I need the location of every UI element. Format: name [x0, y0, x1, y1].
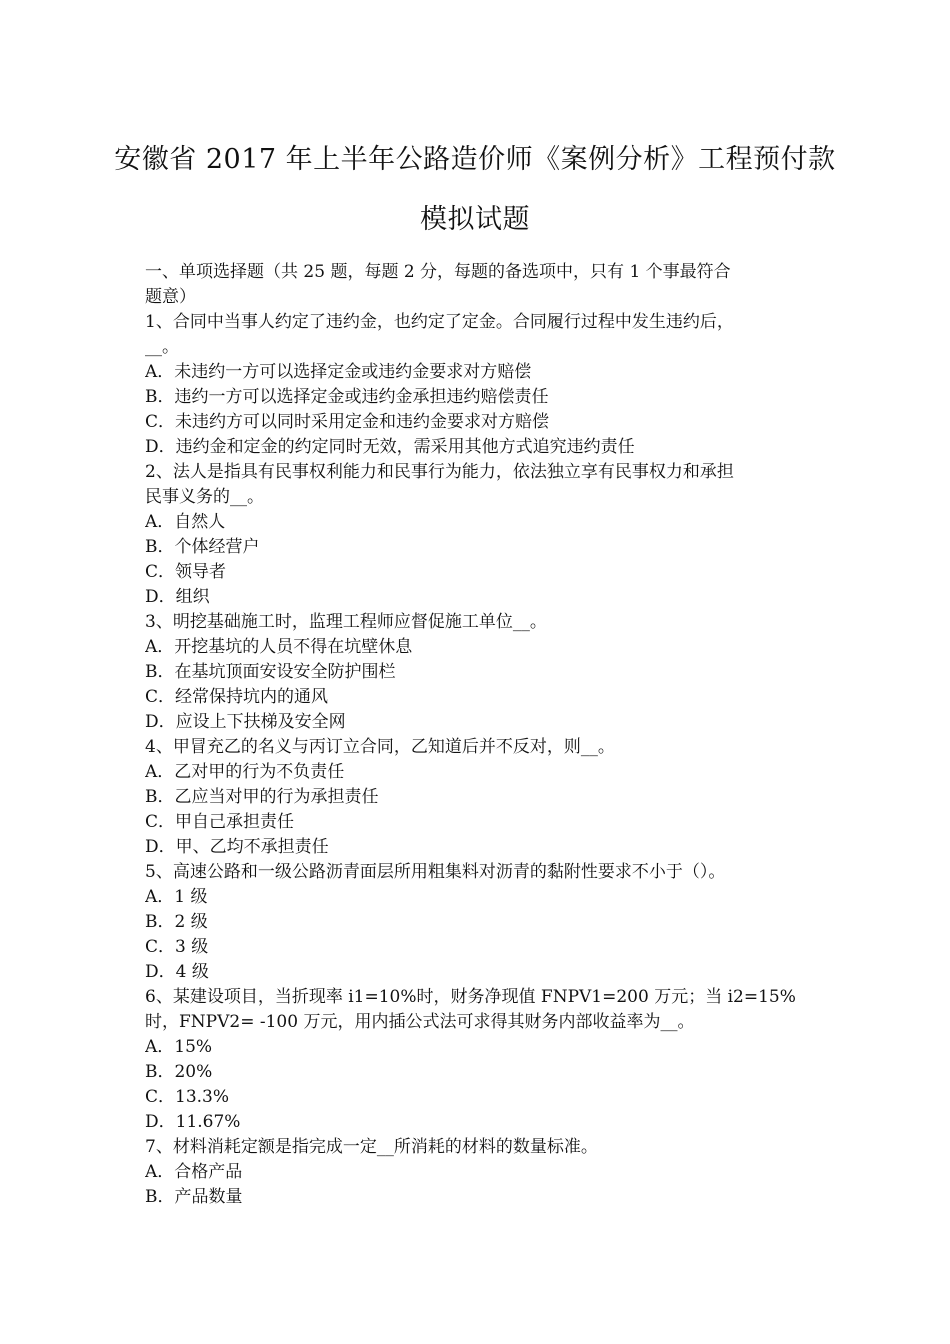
answer-option: A．乙对甲的行为不负责任	[145, 762, 345, 782]
answer-option: A．自然人	[145, 512, 226, 532]
answer-option: D．应设上下扶梯及安全网	[145, 712, 346, 732]
question-stem-line: 1、合同中当事人约定了违约金，也约定了定金。合同履行过程中发生违约后，	[145, 312, 734, 332]
title-line-1: 安徽省 2017 年上半年公路造价师《案例分析》工程预付款	[114, 144, 836, 175]
answer-option: C．领导者	[145, 562, 227, 582]
answer-option: D．11.67%	[145, 1112, 241, 1132]
question-stem-line: 2、法人是指具有民事权利能力和民事行为能力，依法独立享有民事权力和承担	[145, 462, 734, 482]
question-list	[145, 310, 810, 1210]
answer-option: C．3 级	[145, 937, 209, 957]
question-block	[145, 985, 810, 1135]
question-stem-line: 3、明挖基础施工时，监理工程师应督促施工单位__。	[145, 612, 547, 632]
answer-option: A．1 级	[145, 887, 208, 907]
question-stem-line: 时，FNPV2= -100 万元，用内插公式法可求得其财务内部收益率为__。	[145, 1012, 695, 1032]
answer-option: D．组织	[145, 587, 210, 607]
answer-option: D．违约金和定金的约定同时无效，需采用其他方式追究违约责任	[145, 437, 635, 457]
answer-option: C．经常保持坑内的通风	[145, 687, 329, 707]
answer-option: D．甲、乙均不承担责任	[145, 837, 329, 857]
section-heading-line-2: 题意）	[145, 287, 196, 307]
answer-option: B．乙应当对甲的行为承担责任	[145, 787, 379, 807]
answer-option: C．甲自己承担责任	[145, 812, 295, 832]
title-line-2: 模拟试题	[420, 204, 530, 235]
answer-option: B．在基坑顶面安设安全防护围栏	[145, 662, 396, 682]
question-block	[145, 1135, 810, 1210]
document-title	[100, 130, 850, 250]
answer-option: A．15%	[145, 1037, 213, 1057]
answer-option: B．20%	[145, 1062, 213, 1082]
answer-option: B．产品数量	[145, 1187, 243, 1207]
answer-option: B．违约一方可以选择定金或违约金承担违约赔偿责任	[145, 387, 549, 407]
answer-option: D．4 级	[145, 962, 209, 982]
question-block	[145, 310, 810, 460]
question-stem-line: 4、甲冒充乙的名义与丙订立合同，乙知道后并不反对，则__。	[145, 737, 615, 757]
answer-option: A．未违约一方可以选择定金或违约金要求对方赔偿	[145, 362, 532, 382]
section-heading-line-1: 一、单项选择题（共 25 题，每题 2 分，每题的备选项中，只有 1 个事最符合	[145, 262, 731, 282]
question-stem-line: __。	[145, 337, 179, 357]
question-block	[145, 610, 810, 735]
question-block	[145, 735, 810, 860]
answer-option: B．2 级	[145, 912, 208, 932]
answer-option: A．开挖基坑的人员不得在坑壁休息	[145, 637, 413, 657]
question-block	[145, 860, 810, 985]
answer-option: C．未违约方可以同时采用定金和违约金要求对方赔偿	[145, 412, 550, 432]
question-stem-line: 民事义务的__。	[145, 487, 264, 507]
answer-option: A．合格产品	[145, 1162, 243, 1182]
document-body	[145, 260, 810, 1210]
answer-option: B．个体经营户	[145, 537, 260, 557]
question-block	[145, 460, 810, 610]
question-stem-line: 5、高速公路和一级公路沥青面层所用粗集料对沥青的黏附性要求不小于（）。	[145, 862, 726, 882]
question-stem-line: 7、材料消耗定额是指完成一定__所消耗的材料的数量标准。	[145, 1137, 598, 1157]
question-stem-line: 6、某建设项目，当折现率 i1=10%时，财务净现值 FNPV1=200 万元；当 i2=15%	[145, 987, 796, 1007]
answer-option: C．13.3%	[145, 1087, 230, 1107]
